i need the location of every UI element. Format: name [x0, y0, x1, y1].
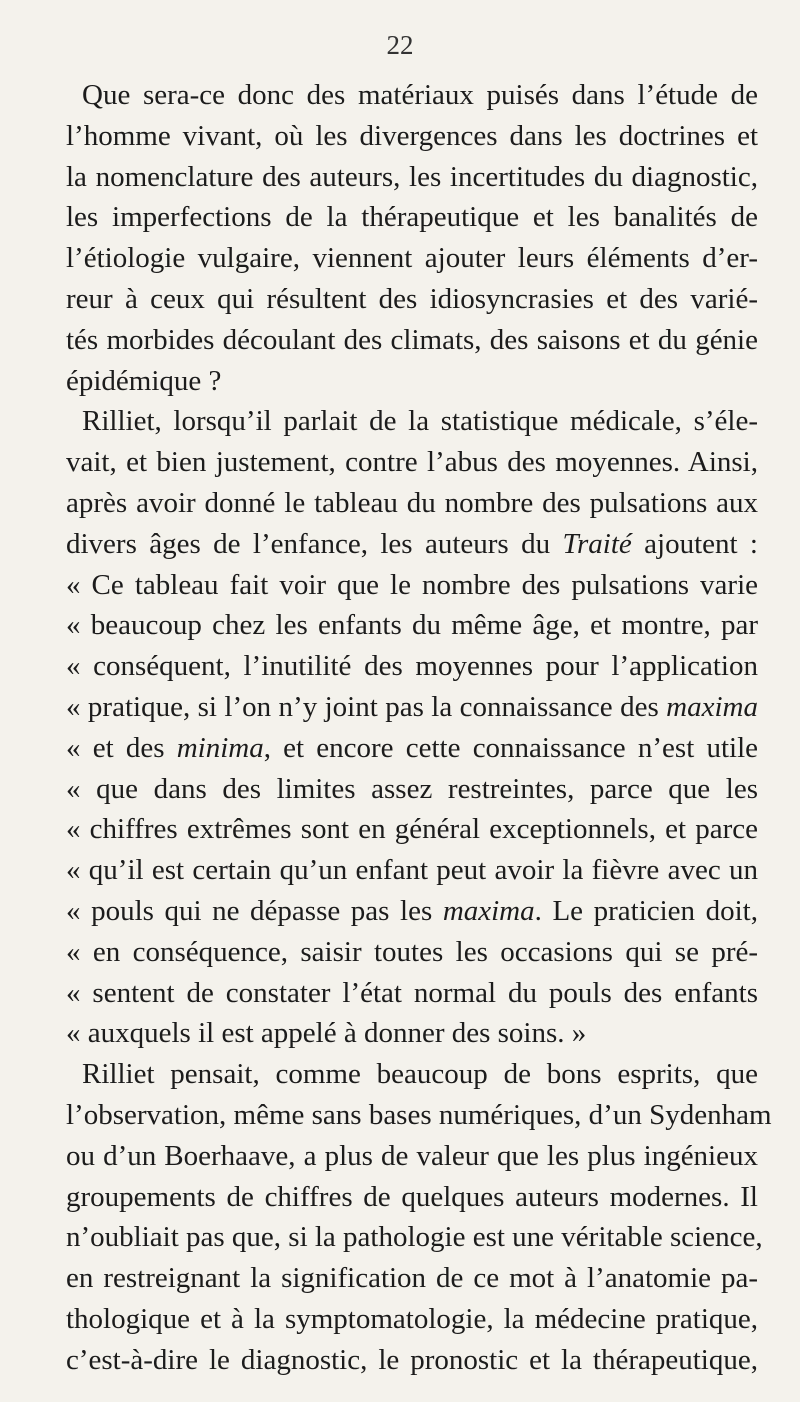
- text-segment: en restreignant la signification de ce mot à l’anatomie pa-: [66, 1262, 758, 1295]
- italic-text: maxima: [666, 690, 758, 723]
- text-segment: « que dans des limites assez restreintes, parce que les: [66, 772, 758, 805]
- text-segment: . Le praticien doit,: [534, 894, 758, 927]
- text-line: [66, 361, 758, 402]
- text-segment: « auxquels il est appelé à donner des soins. »: [66, 1017, 587, 1050]
- text-line: [66, 728, 758, 769]
- text-line: [66, 1217, 763, 1258]
- text-segment: après avoir donné le tableau du nombre des pulsations aux: [66, 486, 758, 519]
- text-line: [66, 809, 758, 850]
- text-line: [66, 687, 758, 728]
- text-line: [66, 1299, 758, 1340]
- text-line: [66, 1095, 772, 1136]
- text-line: [66, 1136, 758, 1177]
- text-line: [66, 116, 758, 157]
- text-line: [66, 891, 758, 932]
- page-number: 22: [386, 30, 414, 60]
- text-segment: ou d’un Boerhaave, a plus de valeur que les plus ingénieux: [66, 1139, 758, 1172]
- text-segment: épidémique ?: [66, 364, 222, 397]
- text-segment: c’est-à-dire le diagnostic, le pronostic et la thérapeutique,: [66, 1343, 758, 1376]
- text-segment: ajoutent :: [631, 527, 758, 560]
- text-line: [66, 565, 758, 606]
- text-segment: « beaucoup chez les enfants du même âge, et montre, par: [66, 609, 758, 642]
- text-segment: tés morbides découlant des climats, des saisons et du génie: [66, 323, 758, 356]
- text-segment: l’étiologie vulgaire, viennent ajouter leurs éléments d’er-: [66, 242, 758, 275]
- text-segment: l’homme vivant, où les divergences dans les doctrines et: [66, 119, 758, 152]
- text-segment: thologique et à la symptomatologie, la médecine pratique,: [66, 1302, 758, 1335]
- text-line: [66, 1340, 758, 1381]
- text-line: [66, 605, 758, 646]
- text-segment: , et encore cette connaissance n’est utile: [263, 731, 758, 764]
- text-segment: « conséquent, l’inutilité des moyennes pour l’application: [66, 650, 758, 683]
- text-line: [66, 157, 758, 198]
- text-segment: les imperfections de la thérapeutique et les banalités de: [66, 201, 758, 234]
- text-line: [66, 524, 758, 565]
- text-segment: vait, et bien justement, contre l’abus des moyennes. Ainsi,: [66, 446, 758, 479]
- text-line: [66, 850, 758, 891]
- text-line: [66, 973, 758, 1014]
- text-segment: reur à ceux qui résultent des idiosyncrasies et des varié-: [66, 282, 758, 315]
- text-line: [66, 1177, 758, 1218]
- text-segment: groupements de chiffres de quelques auteurs modernes. Il: [66, 1180, 758, 1213]
- text-line: [66, 197, 758, 238]
- text-segment: « en conséquence, saisir toutes les occasions qui se pré-: [66, 935, 758, 968]
- italic-text: minima: [176, 731, 264, 764]
- text-segment: « sentent de constater l’état normal du pouls des enfants: [66, 976, 758, 1009]
- italic-text: Traité: [562, 527, 632, 560]
- text-line: [66, 646, 758, 687]
- text-line: [66, 320, 758, 361]
- text-line: [66, 401, 758, 442]
- text-line: [66, 279, 758, 320]
- text-segment: divers âges de l’enfance, les auteurs du: [66, 527, 563, 560]
- text-line: [66, 483, 758, 524]
- text-segment: « et des: [66, 731, 177, 764]
- text-segment: Que sera-ce donc des matériaux puisés dans l’étude de: [82, 79, 758, 111]
- text-line: [66, 238, 758, 279]
- body-text: [66, 75, 772, 1381]
- text-segment: Rilliet, lorsqu’il parlait de la statistique médicale, s’éle-: [82, 405, 758, 438]
- text-line: [66, 932, 758, 973]
- text-segment: « chiffres extrêmes sont en général exceptionnels, et parce: [66, 813, 758, 846]
- text-segment: « qu’il est certain qu’un enfant peut avoir la fièvre avec un: [66, 854, 758, 887]
- text-line: [66, 75, 758, 116]
- text-line: [66, 1013, 758, 1054]
- text-line: [66, 1054, 758, 1095]
- italic-text: maxima: [442, 894, 535, 927]
- text-segment: « pratique, si l’on n’y joint pas la connaissance des: [66, 690, 667, 723]
- text-segment: l’observation, même sans bases numériques, d’un Sydenham: [66, 1098, 772, 1131]
- text-line: [66, 769, 758, 810]
- text-segment: n’oubliait pas que, si la pathologie est une véritable science,: [66, 1221, 763, 1254]
- text-segment: « Ce tableau fait voir que le nombre des pulsations varie: [66, 568, 758, 601]
- text-segment: « pouls qui ne dépasse pas les: [66, 894, 443, 927]
- text-segment: la nomenclature des auteurs, les incertitudes du diagnostic,: [66, 160, 758, 193]
- text-line: [66, 1258, 758, 1299]
- text-line: [66, 442, 758, 483]
- text-segment: Rilliet pensait, comme beaucoup de bons esprits, que: [82, 1058, 758, 1091]
